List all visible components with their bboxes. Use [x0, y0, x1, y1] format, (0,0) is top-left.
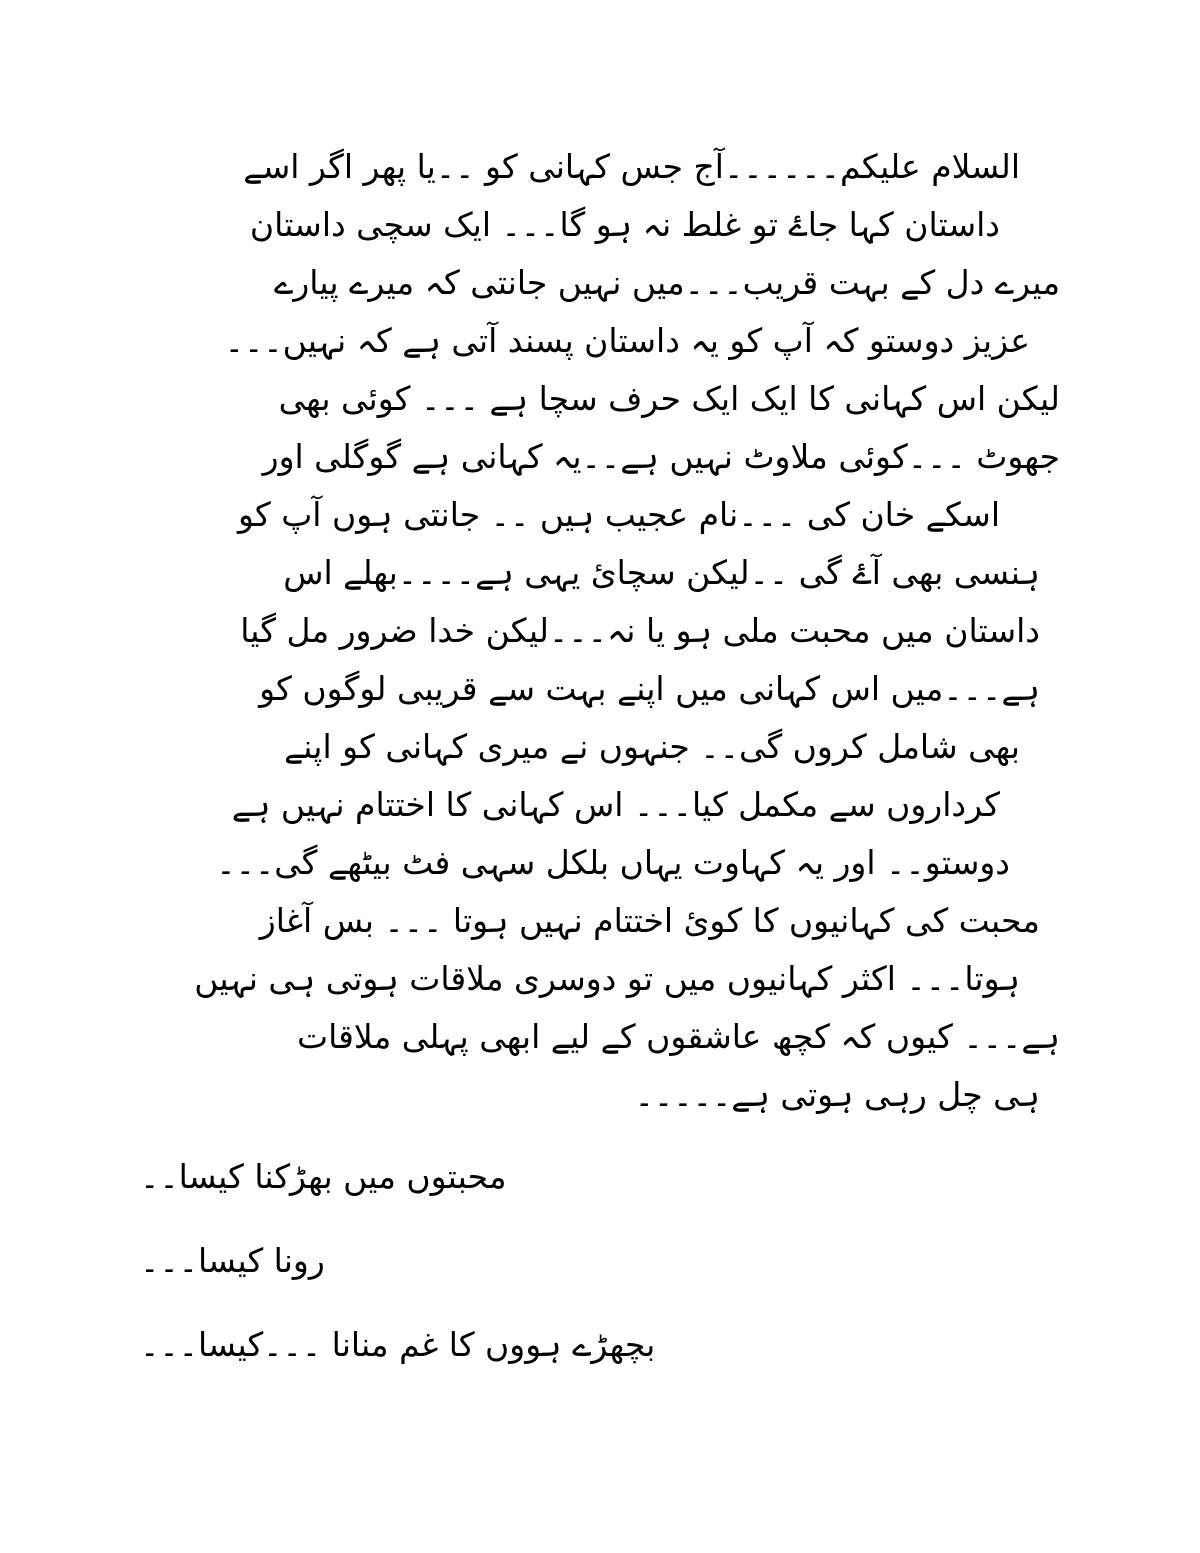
paragraph-line-2: داستان کہا جاۓ تو غلط نہ ہو گا۔۔۔ ایک سچی داستان — [249, 205, 1000, 244]
story-paragraph — [140, 138, 1060, 1124]
verse-block — [140, 1148, 1060, 1400]
paragraph-line-9: داستان میں محبت ملی ہو یا نہ۔۔۔لیکن خدا ضرور مل گیا — [240, 611, 1040, 650]
paragraph-line-8: ہنسی بھی آۓ گی ۔۔لیکن سچائ یہی ہے۔۔۔۔بھلے اس — [283, 553, 1040, 592]
verse-line-2 — [140, 1232, 1060, 1316]
verse-line-1-text: محبتوں میں بھڑکنا کیسا۔۔ — [140, 1157, 507, 1196]
verse-line-3 — [140, 1316, 1060, 1400]
paragraph-line-13: دوستو۔۔ اور یہ کہاوت یہاں بلکل سہی فٹ بیٹھے گی۔۔۔ — [216, 843, 1010, 882]
paragraph-line-16: ہے۔۔۔ کیوں کہ کچھ عاشقوں کے لیے ابھی پہلی ملاقات — [297, 1017, 1060, 1056]
verse-line-2-text: رونا کیسا۔۔۔ — [140, 1241, 325, 1280]
paragraph-line-4: عزیز دوستو کہ آپ کو یہ داستان پسند آتی ہے کہ نہیں۔۔۔ — [224, 321, 1030, 360]
verse-line-3-text: بچھڑے ہووں کا غم منانا ۔۔۔کیسا۔۔۔ — [140, 1325, 656, 1364]
paragraph-line-6: جھوٹ ۔۔۔کوئی ملاوٹ نہیں ہے۔۔یہ کہانی ہے گوگلی اور — [262, 437, 1060, 476]
paragraph-line-5: لیکن اس کہانی کا ایک ایک حرف سچا ہے ۔۔۔ کوئی بھی — [278, 379, 1060, 418]
paragraph-line-1: السلام علیکم۔۔۔۔۔۔آج جس کہانی کو ۔۔یا پھر اگر اسے — [243, 147, 1020, 186]
paragraph-line-7: اسکے خان کی ۔۔۔نام عجیب ہیں ۔۔ جانتی ہوں آپ کو — [237, 495, 1000, 534]
verse-line-1 — [140, 1148, 1060, 1232]
paragraph-line-3: میرے دل کے بہت قریب۔۔۔میں نہیں جانتی کہ میرے پیارے — [274, 263, 1060, 302]
paragraph-line-12: کرداروں سے مکمل کیا۔۔۔ اس کہانی کا اختتام نہیں ہے — [231, 785, 1000, 824]
paragraph-line-14: محبت کی کہانیوں کا کوئ اختتام نہیں ہوتا ۔۔۔ بس آغاز — [259, 901, 1040, 940]
paragraph-line-15: ہوتا۔۔۔ اکثر کہانیوں میں تو دوسری ملاقات ہوتی ہی نہیں — [194, 959, 1020, 998]
paragraph-line-10: ہے۔۔۔میں اس کہانی میں اپنے بہت سے قریبی لوگوں کو — [259, 669, 1040, 708]
paragraph-line-17: ہی چل رہی ہوتی ہے۔۔۔۔۔ — [634, 1075, 1040, 1114]
paragraph-line-11: بھی شامل کروں گی۔۔ جنہوں نے میری کہانی کو اپنے — [283, 727, 1020, 766]
